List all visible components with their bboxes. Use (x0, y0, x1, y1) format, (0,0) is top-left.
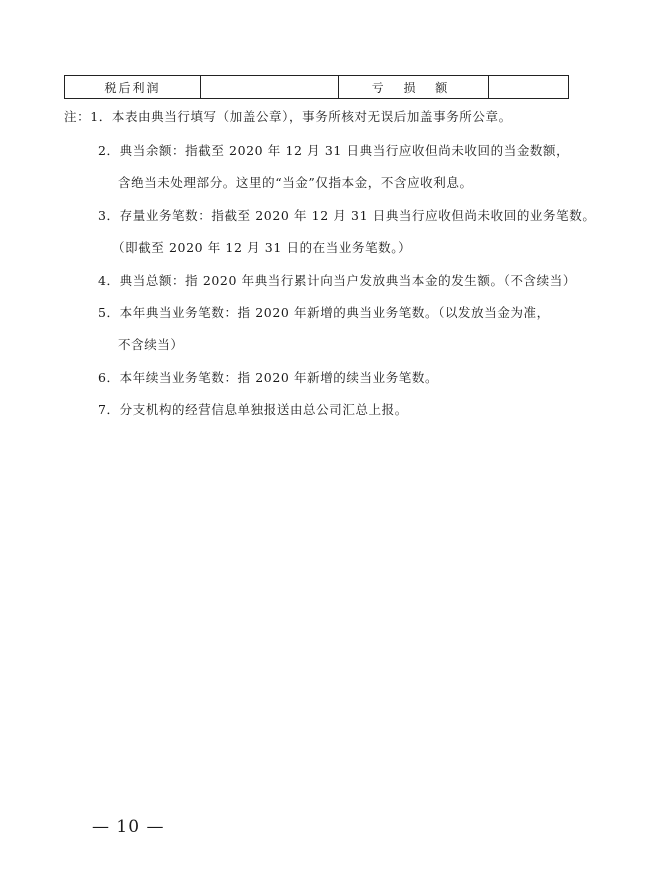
note-3: 3．存量业务笔数：指截至 2020 年 12 月 31 日典当行应收但尚未收回的业务笔数。 (98, 208, 596, 223)
after-tax-profit-value (201, 76, 339, 98)
note-2-continued: 含绝当未处理部分。这里的“当金”仅指本金，不含应收利息。 (118, 175, 473, 190)
loss-amount-value (489, 76, 568, 98)
profit-loss-table (64, 75, 569, 99)
note-6: 6．本年续当业务笔数：指 2020 年新增的续当业务笔数。 (98, 370, 439, 385)
note-5-continued: 不含续当） (118, 337, 184, 352)
page-number: — 10 — (92, 817, 165, 837)
note-1: 注：1．本表由典当行填写（加盖公章），事务所核对无误后加盖事务所公章。 (64, 109, 512, 124)
note-7: 7．分支机构的经营信息单独报送由总公司汇总上报。 (98, 402, 408, 417)
note-3-continued: （即截至 2020 年 12 月 31 日的在当业务笔数。） (112, 240, 412, 255)
note-2: 2．典当余额：指截至 2020 年 12 月 31 日典当行应收但尚未收回的当金数额， (98, 143, 570, 158)
after-tax-profit-label: 税后利润 (65, 76, 201, 98)
note-5: 5．本年典当业务笔数：指 2020 年新增的典当业务笔数。（以发放当金为准， (98, 305, 550, 320)
loss-amount-label: 亏 损 额 (339, 76, 489, 98)
note-4: 4．典当总额：指 2020 年典当行累计向当户发放典当本金的发生额。（不含续当） (98, 273, 576, 288)
